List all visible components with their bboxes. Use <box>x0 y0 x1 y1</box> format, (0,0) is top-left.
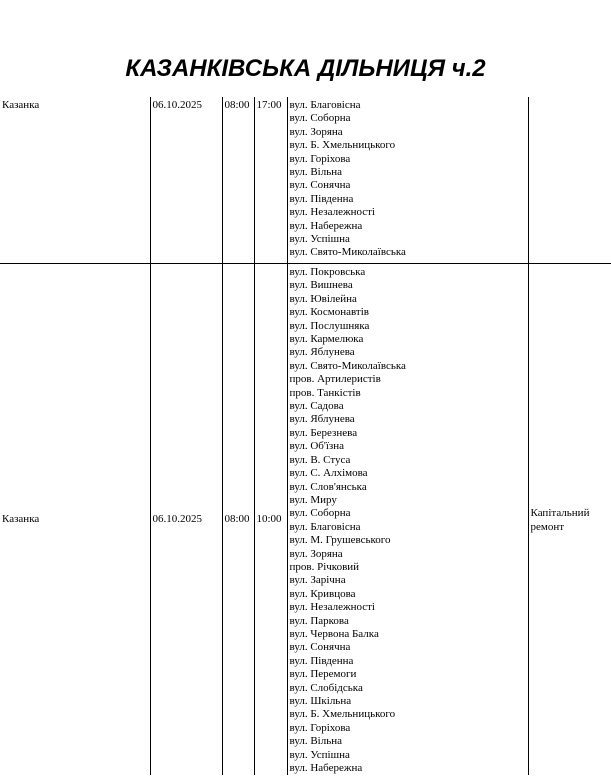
street-item: вул. Набережна <box>289 219 363 232</box>
street-item: вул. Б. Хмельницького <box>289 139 396 152</box>
street-item: вул. Благовісна <box>289 520 361 533</box>
page-title: КАЗАНКІВСЬКА ДІЛЬНИЦЯ ч.2 <box>125 55 486 82</box>
street-item: вул. Свято-Миколаївська <box>289 359 406 372</box>
street-item: вул. М. Грушевського <box>289 534 391 547</box>
street-item: вул. Набережна <box>289 762 363 775</box>
street-item: вул. Б. Хмельницького <box>289 708 396 721</box>
street-item: вул. Покровська <box>289 266 366 278</box>
street-item: вул. Вільна <box>289 735 342 748</box>
reason-line: Капітальний <box>530 506 590 519</box>
end-time-cell: 17:00 <box>254 97 287 264</box>
street-item: вул. Незалежності <box>289 206 375 219</box>
street-item: вул. Миру <box>289 493 337 506</box>
date-cell: 06.10.2025 <box>150 97 222 264</box>
outage-schedule-table <box>0 97 611 775</box>
start-time-cell: 08:00 <box>222 264 254 776</box>
street-item: вул. Сонячна <box>289 641 351 654</box>
table-row <box>0 97 611 264</box>
street-item: вул. Яблунева <box>289 346 355 359</box>
street-item: вул. Космонавтів <box>289 306 369 319</box>
street-item: вул. Вишнева <box>289 279 353 292</box>
street-item: вул. Кармелюка <box>289 333 364 346</box>
street-item: вул. Горіхова <box>289 152 351 165</box>
street-item: вул. Південна <box>289 654 354 667</box>
street-item: вул. Соборна <box>289 507 351 520</box>
street-item: вул. Зоряна <box>289 125 343 138</box>
street-item: вул. Благовісна <box>289 99 361 111</box>
start-time-cell: 08:00 <box>222 97 254 264</box>
street-item: вул. Південна <box>289 192 354 205</box>
street-item: вул. Незалежності <box>289 601 375 614</box>
date-cell: 06.10.2025 <box>150 264 222 776</box>
location-cell: Казанка <box>2 99 40 111</box>
street-item: пров. Танкістів <box>289 386 361 399</box>
street-item: вул. Березнева <box>289 426 358 439</box>
end-time-cell: 10:00 <box>254 264 287 776</box>
street-item: вул. Ювілейна <box>289 292 357 305</box>
reason-line: ремонт <box>530 520 565 533</box>
street-item: вул. Садова <box>289 400 344 413</box>
street-item: вул. Успішна <box>289 748 350 761</box>
street-item: вул. Зоряна <box>289 547 343 560</box>
street-item: вул. Червона Балка <box>289 627 379 640</box>
street-item: пров. Річковий <box>289 560 360 573</box>
street-item: вул. Паркова <box>289 614 349 627</box>
location-cell: Казанка <box>0 264 150 776</box>
street-item: вул. Зарічна <box>289 574 346 587</box>
street-item: вул. Вільна <box>289 166 342 179</box>
street-item: вул. Свято-Миколаївська <box>289 246 406 259</box>
street-item: вул. Успішна <box>289 233 350 246</box>
street-item: вул. Яблунева <box>289 413 355 426</box>
street-item: вул. Сонячна <box>289 179 351 192</box>
street-item: вул. В. Стуса <box>289 453 351 466</box>
reason-cell <box>528 264 611 776</box>
street-item: пров. Артилеристів <box>289 373 381 386</box>
street-item: вул. Послушняка <box>289 319 370 332</box>
street-item: вул. Соборна <box>289 112 351 125</box>
streets-cell <box>287 264 528 776</box>
table-row <box>0 264 611 776</box>
street-item: вул. Слов'янська <box>289 480 367 493</box>
street-item: вул. Перемоги <box>289 668 357 681</box>
street-item: вул. Шкільна <box>289 695 352 707</box>
reason-cell <box>528 97 611 264</box>
street-item: вул. С. Алхімова <box>289 467 368 480</box>
streets-cell <box>287 97 528 264</box>
street-item: вул. Об'їзна <box>289 440 345 453</box>
street-item: вул. Горіхова <box>289 721 351 734</box>
street-item: вул. Слобідська <box>289 681 363 694</box>
street-item: вул. Кривцова <box>289 587 356 600</box>
